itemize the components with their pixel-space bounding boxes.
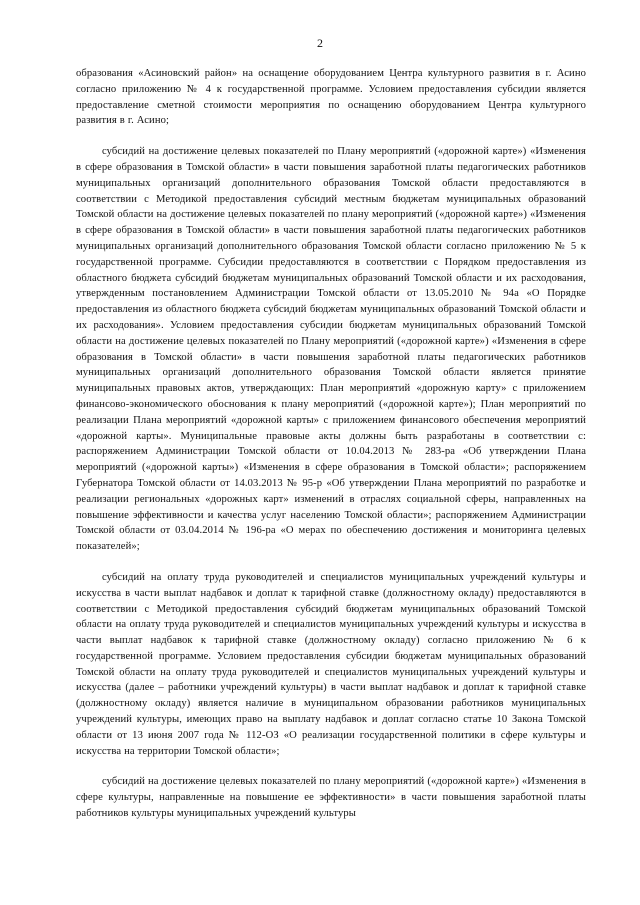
paragraph-spacer [76, 129, 586, 144]
paragraph-education-subsidy: субсидий на достижение целевых показателей по Плану мероприятий («дорожной карте») «Изменения в сфере образования в Томской области» в части повышения заработной платы педагогических работников муниципальных организаций дополнительного образования Томской области предоставляются в соответствии с Методикой предоставления субсидий местным бюджетам муниципальных образований Томской области на достижение целевых показателей по плану мероприятий («дорожной карте») «Изменения в сфере образования в Томской области» в части повышения заработной платы педагогических работников муниципальных организаций дополнительного образования Томской области согласно приложению № 5 к государственной программе. Субсидии предоставляются в соответствии с Порядком предоставления из областного бюджета субсидий бюджетам муниципальных образований Томской области и их расходования, утвержденным постановлением Администрации Томской области от 13.05.2010 № 94а «О Порядке предоставления из областного бюджета субсидий бюджетам муниципальных образований Томской области и их расходования». Условием предоставления субсидии бюджетам муниципальных образований Томской области на достижение целевых показателей по Плану мероприятий («дорожной карте») «Изменения в сфере образования в Томской области» в части повышения заработной платы педагогических работников муниципальных организаций дополнительного образования Томской области является принятие муниципальных правовых актов, утверждающих: План мероприятий «дорожную карту» с приложением финансово-экономического обоснования к плану мероприятий («дорожной карте»); План мероприятий по реализации Плана мероприятий «дорожной карты» с приложением финансового обеспечения мероприятий «дорожной карты». Муниципальные правовые акты должны быть разработаны в соответствии с: распоряжением Администрации Томской области от 10.04.2013 № 283-ра «Об утверждении Плана мероприятий («дорожной карты») «Изменения в сфере образования в Томской области»; распоряжением Губернатора Томской области от 14.03.2013 № 95-р «Об утверждении Плана мероприятий по разработке и реализации региональных «дорожных карт» изменений в отраслях социальной сферы, направленных на повышение эффективности и качества услуг населению Томской области»; распоряжением Администрации Томской области от 03.04.2014 № 196-ра «О мерах по обеспечению достижения и мониторинга целевых показателей»; [76, 146, 586, 553]
paragraph-spacer [76, 759, 586, 774]
paragraph-spacer [76, 555, 586, 570]
page-number: 2 [317, 36, 323, 50]
paragraph-culture-salary-subsidy: субсидий на оплату труда руководителей и специалистов муниципальных учреждений культуры и искусства в части выплат надбавок и доплат к тарифной ставке (должностному окладу) предоставляются в соответствии с Методикой предоставления субсидий бюджетам муниципальных образований Томской области на оплату труда руководителей и специалистов муниципальных учреждений культуры и искусства в части выплат надбавок к тарифной ставке (должностному окладу) согласно приложению № 6 к государственной программе. Условием предоставления субсидии бюджетам муниципальных образований Томской области на оплату труда руководителей и специалистов муниципальных учреждений культуры и искусства (далее – работники учреждений культуры) в части выплат надбавок и доплат к тарифной ставке (должностному окладу) является наличие в муниципальном образовании работников муниципальных учреждений культуры, имеющих право на выплату надбавок и доплат согласно статье 10 Закона Томской области от 13 июня 2007 года № 112-ОЗ «О реализации государственной политики в сфере культуры и искусства на территории Томской области»; [76, 571, 586, 757]
paragraph-culture-targets-subsidy: субсидий на достижение целевых показателей по плану мероприятий («дорожной карте») «Изменения в сфере культуры, направленные на повышение ее эффективности» в части повышения заработной платы работников культуры муниципальных учреждений культуры [76, 776, 586, 820]
document-body [76, 66, 586, 822]
paragraph-continuation: образования «Асиновский район» на оснащение оборудованием Центра культурного развития в г. Асино согласно приложению № 4 к государственной программе. Условием предоставления субсидии является предоставление сметной стоимости мероприятия по оснащению оборудованием Центра культурного развития в г. Асино; [76, 68, 586, 127]
